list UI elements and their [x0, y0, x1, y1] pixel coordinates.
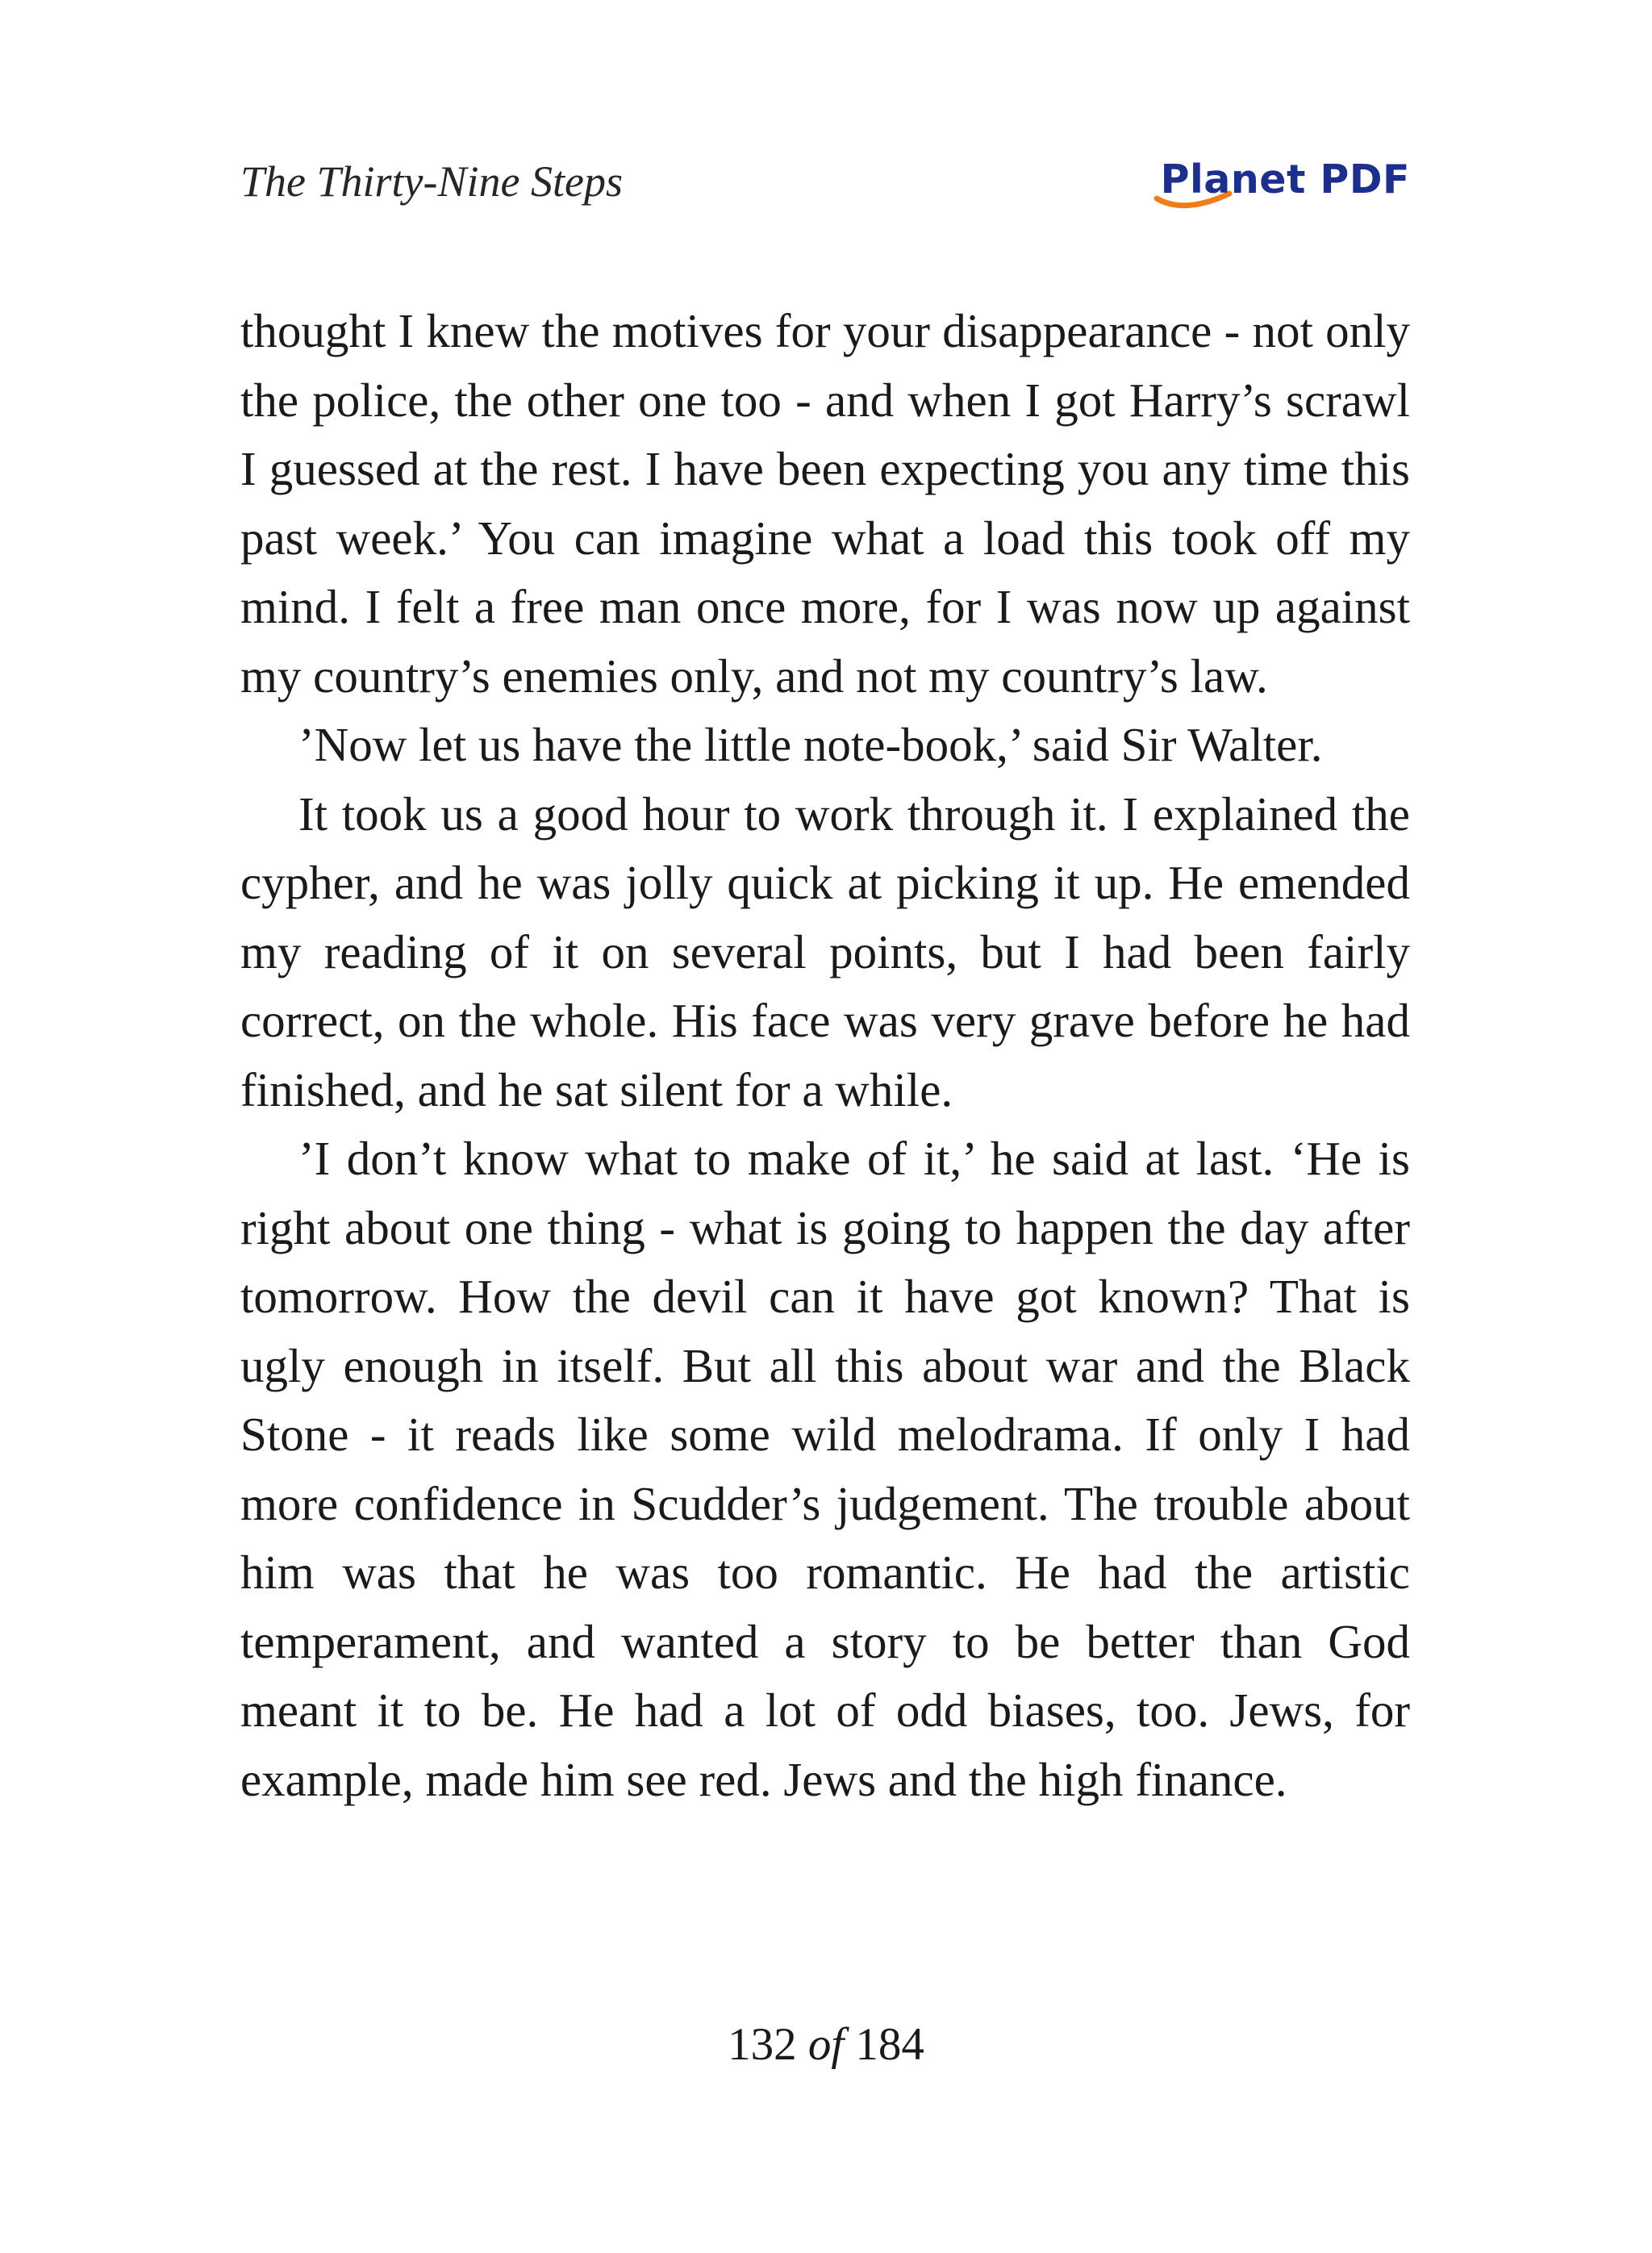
planet-pdf-logo [1152, 152, 1410, 216]
paragraph: It took us a good hour to work through it. I explained the cypher, and he was jolly quick at picking it up. He emended my reading of it on several points, but I had been fairly correct, on the whole. His face was very grave before he had finished, and he sat silent for a while. [240, 786, 1410, 1116]
paragraph: ’I don’t know what to make of it,’ he said at last. ‘He is right about one thing - what is going to happen the day after tomorrow. How the devil can it have got known? That is ugly enough in itself. But all this about war and the Black Stone - it reads like some wild melodrama. If only I had more confidence in Scudder’s judgement. The trouble about him was that he was too romantic. He had the artistic temperament, and wanted a story to be better than God meant it to be. He had a lot of odd biases, too. Jews, for example, made him see red. Jews and the high finance. [240, 1132, 1410, 1806]
page-number [0, 2013, 1652, 2077]
total-pages: 184 [855, 2019, 924, 2070]
page-header [240, 145, 1410, 234]
body-text [240, 297, 1410, 1814]
book-title: The Thirty-Nine Steps [240, 157, 623, 206]
current-page: 132 [728, 2019, 797, 2070]
paragraph: ’Now let us have the little note-book,’ said Sir Walter. [298, 718, 1323, 771]
of-word: of [807, 2019, 845, 2070]
paragraph: thought I knew the motives for your disappearance - not only the police, the other one too - and when I got Harry’s scrawl I guessed at the rest. I have been expecting you any time this past week.’ You can imagine what a load this took off my mind. I felt a free man once more, for I was now up against my country’s enemies only, and not my country’s law. [240, 304, 1410, 703]
logo-text: Planet PDF [1160, 156, 1410, 202]
